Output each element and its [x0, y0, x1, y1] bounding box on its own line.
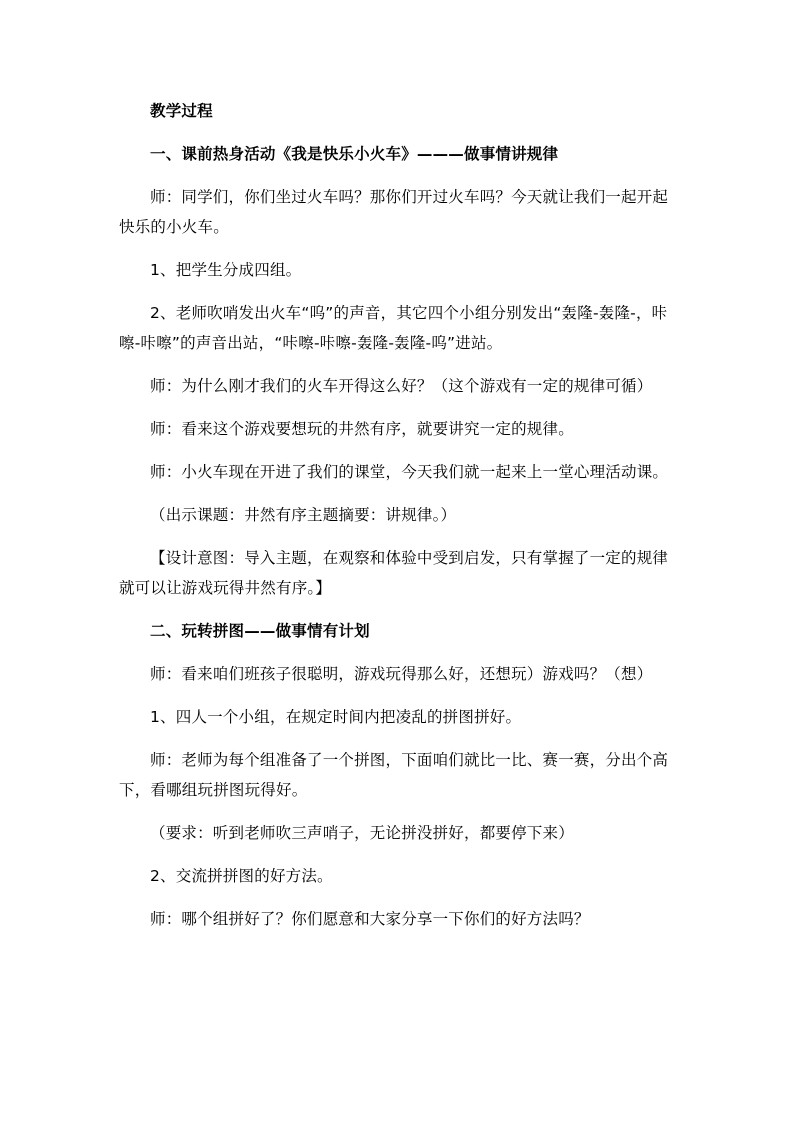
paragraph-requirement: （要求：听到老师吹三声哨子，无论拼没拼好，都要停下来）	[150, 824, 574, 842]
paragraph-teacher-share: 师：哪个组拼好了？你们愿意和大家分享一下你们的好方法吗？	[150, 910, 590, 928]
paragraph-teacher-classroom: 师：小火车现在开进了我们的课堂，今天我们就一起来上一堂心理活动课。	[150, 463, 669, 481]
document-body	[119, 96, 679, 947]
paragraph-teacher-compete: 师：老师为每个组准备了一个拼图，下面咱们就比一比、赛一赛，分出个高下，看哪组玩拼图玩得好。	[119, 751, 669, 799]
section-heading-warmup: 一、课前热身活动《我是快乐小火车》———做事情讲规律	[150, 145, 559, 163]
paragraph-teacher-rule: 师：看来这个游戏要想玩的井然有序，就要讲究一定的规律。	[150, 420, 574, 438]
paragraph-puzzle-step-1: 1、四人一个小组，在规定时间内把凌乱的拼图拼好。	[150, 708, 522, 726]
paragraph-teacher-intro: 师：同学们，你们坐过火车吗？那你们开过火车吗？今天就让我们一起开起快乐的小火车。	[119, 188, 669, 236]
paragraph-design-intent: 【设计意图：导入主题，在观察和体验中受到启发，只有掌握了一定的规律就可以让游戏玩得井然有序。】	[119, 549, 669, 597]
paragraph-show-topic: （出示课题：井然有序主题摘要：讲规律。）	[150, 506, 457, 524]
paragraph-step-2: 2、老师吹哨发出火车“呜”的声音，其它四个小组分别发出“轰隆-轰隆-，咔嚓-咔嚓”的声音出站，“咔嚓-咔嚓-轰隆-轰隆-呜”进站。	[119, 304, 668, 352]
section-heading-puzzle: 二、玩转拼图——做事情有计划	[150, 622, 370, 640]
paragraph-teacher-question: 师：为什么刚才我们的火车开得这么好？（这个游戏有一定的规律可循）	[150, 377, 653, 395]
section-heading-teaching-process: 教学过程	[150, 102, 213, 120]
paragraph-puzzle-step-2: 2、交流拼拼图的好方法。	[150, 867, 333, 885]
paragraph-teacher-play: 师：看来咱们班孩子很聪明，游戏玩得那么好，还想玩）游戏吗？（想）	[150, 665, 653, 683]
paragraph-step-1: 1、把学生分成四组。	[150, 261, 302, 279]
